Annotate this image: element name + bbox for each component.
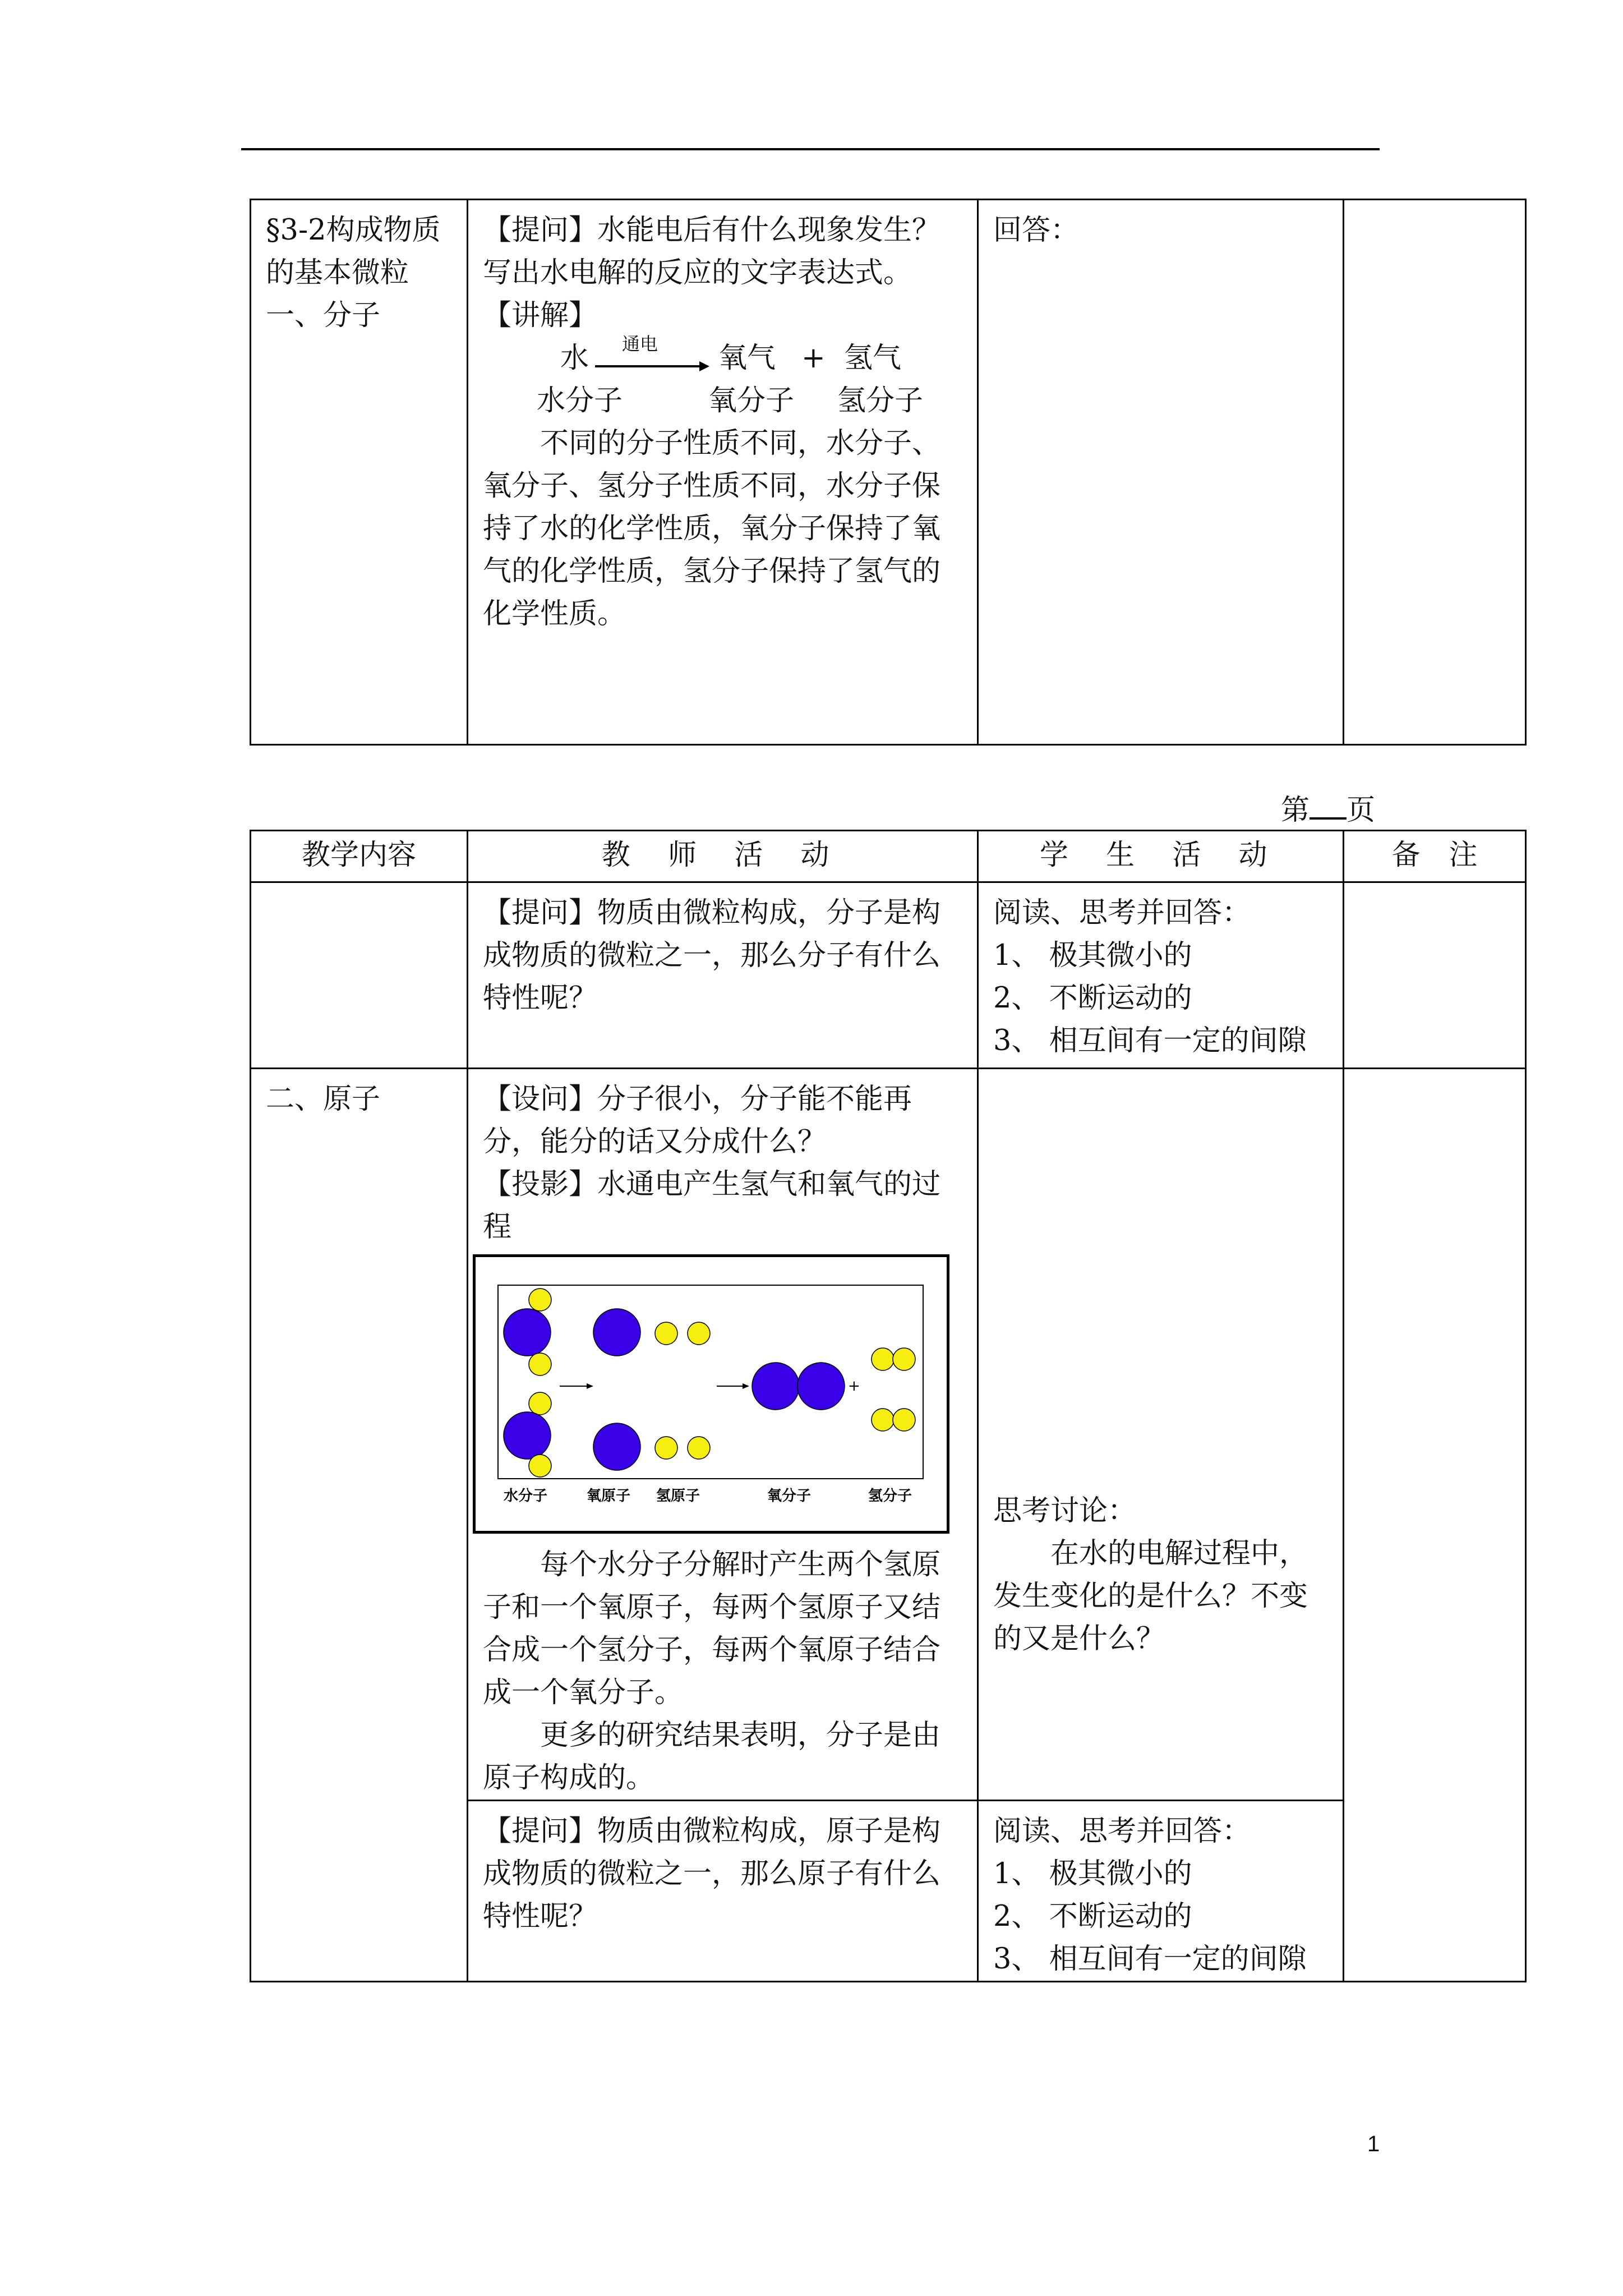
oxygen-atom xyxy=(504,1412,551,1459)
hydrogen-atom xyxy=(529,1353,551,1375)
teacher-question: 【提问】物质由微粒构成，原子是构成物质的微粒之一，那么原子有什么特性呢？ xyxy=(483,1815,941,1933)
oxygen-atom xyxy=(593,1309,640,1356)
header-teacher: 教 师 活 动 xyxy=(468,831,978,882)
content-cell xyxy=(251,1069,468,1982)
oxygen-atom xyxy=(593,1423,640,1470)
hydrogen-atom xyxy=(872,1409,894,1431)
table-row xyxy=(251,1069,1526,1801)
eq-hydrogen: 氢气 xyxy=(844,342,902,375)
label-oxygen-atom: 氧原子 xyxy=(587,1488,631,1504)
student-answer-title: 阅读、思考并回答： xyxy=(993,1815,1251,1848)
section-title-line1: §3-2构成物质 xyxy=(266,214,441,247)
student-answer-item: 1、 极其微小的 xyxy=(993,1857,1192,1890)
hydrogen-atom xyxy=(529,1289,551,1311)
student-cell xyxy=(978,200,1344,745)
equation-row xyxy=(483,333,965,380)
content-cell xyxy=(251,200,468,745)
question-text: 水能电后有什么现象发生？写出水电解的反应的文字表达式。 xyxy=(483,214,941,289)
electrolysis-diagram xyxy=(473,1254,949,1534)
table-header-row xyxy=(251,831,1526,882)
student-answer-item: 2、 不断运动的 xyxy=(993,1900,1192,1933)
page-number: 1 xyxy=(1367,2132,1380,2156)
diagram-plus: + xyxy=(848,1378,860,1395)
header-content: 教学内容 xyxy=(251,831,468,882)
eq-condition: 通电 xyxy=(622,333,658,355)
student-cell xyxy=(978,1069,1344,1801)
student-discussion-title: 思考讨论： xyxy=(993,1494,1137,1527)
teacher-cell xyxy=(468,882,978,1069)
page-number-blank xyxy=(1310,790,1347,820)
student-cell xyxy=(978,882,1344,1069)
hydrogen-atom xyxy=(872,1348,894,1370)
hydrogen-atom xyxy=(688,1437,710,1459)
eq-oxygen: 氧气 xyxy=(718,342,776,375)
page-label-prefix: 第 xyxy=(1281,794,1310,827)
student-answer-title: 阅读、思考并回答： xyxy=(993,896,1251,930)
equation-molecule-row xyxy=(483,380,965,422)
eq-water: 水 xyxy=(560,342,589,375)
eq-oxygen-molecule: 氧分子 xyxy=(708,384,795,417)
student-answer-item: 3、 相互间有一定的间隙 xyxy=(993,1943,1307,1976)
teacher-cell xyxy=(468,1069,978,1801)
electrolysis-diagram-svg xyxy=(476,1257,947,1531)
teacher-question: 【提问】物质由微粒构成，分子是构成物质的微粒之一，那么分子有什么特性呢？ xyxy=(483,896,941,1015)
oxygen-atom xyxy=(752,1363,799,1410)
header-notes: 备 注 xyxy=(1344,831,1526,882)
hydrogen-atom xyxy=(655,1322,677,1345)
student-answer-item: 3、 相互间有一定的间隙 xyxy=(993,1024,1307,1057)
page-label xyxy=(1281,786,1375,828)
section-title-line2: 的基本微粒 xyxy=(266,256,409,289)
section-subtitle: 二、原子 xyxy=(266,1083,381,1116)
explanation-paragraph: 不同的分子性质不同，水分子、氧分子、氢分子性质不同，水分子保持了水的化学性质，氧分子保持了氧气的化学性质，氢分子保持了氢气的化学性质。 xyxy=(483,427,941,631)
section-subtitle: 一、分子 xyxy=(266,299,381,332)
teacher-paragraph: 更多的研究结果表明，分子是由原子构成的。 xyxy=(483,1719,941,1795)
table-row xyxy=(251,882,1526,1069)
hydrogen-atom xyxy=(893,1348,915,1370)
lesson-table-top xyxy=(250,199,1527,746)
teacher-cell xyxy=(468,1801,978,1982)
teacher-cell xyxy=(468,200,978,745)
eq-hydrogen-molecule: 氢分子 xyxy=(837,384,924,417)
oxygen-atom xyxy=(797,1363,845,1410)
answer-label: 回答： xyxy=(993,214,1080,247)
hydrogen-atom xyxy=(688,1322,710,1345)
teacher-paragraph: 每个水分子分解时产生两个氢原子和一个氧原子，每两个氢原子又结合成一个氢分子，每两个氧原子结合成一个氧分子。 xyxy=(483,1548,941,1709)
question-paragraph xyxy=(483,209,965,295)
hydrogen-atom xyxy=(529,1392,551,1415)
oxygen-atom xyxy=(504,1309,551,1356)
teacher-projection: 【投影】水通电产生氢气和氧气的过程 xyxy=(483,1168,941,1244)
label-hydrogen-molecule: 氢分子 xyxy=(868,1488,912,1504)
student-cell xyxy=(978,1801,1344,1982)
reaction-arrow-icon xyxy=(595,360,710,373)
notes-cell xyxy=(1344,200,1526,745)
lesson-table xyxy=(250,830,1527,1982)
student-discussion-text: 在水的电解过程中，发生变化的是什么？不变的又是什么？ xyxy=(993,1537,1308,1655)
header-rule xyxy=(241,148,1380,150)
hydrogen-atom xyxy=(529,1455,551,1477)
question-label: 【提问】 xyxy=(483,214,598,247)
explanation-label: 【讲解】 xyxy=(483,299,598,332)
teacher-question: 【设问】分子很小，分子能不能再分，能分的话又分成什么？ xyxy=(483,1083,912,1158)
label-water-molecule: 水分子 xyxy=(504,1488,548,1504)
student-answer-item: 1、 极其微小的 xyxy=(993,939,1192,972)
hydrogen-atom xyxy=(893,1409,915,1431)
eq-plus: + xyxy=(801,342,826,375)
label-hydrogen-atom: 氢原子 xyxy=(656,1488,700,1504)
header-student: 学 生 活 动 xyxy=(978,831,1344,882)
student-answer-item: 2、 不断运动的 xyxy=(993,982,1192,1015)
page-label-suffix: 页 xyxy=(1347,794,1376,827)
label-oxygen-molecule: 氧分子 xyxy=(767,1488,811,1504)
eq-water-molecule: 水分子 xyxy=(537,384,623,417)
hydrogen-atom xyxy=(655,1437,677,1459)
